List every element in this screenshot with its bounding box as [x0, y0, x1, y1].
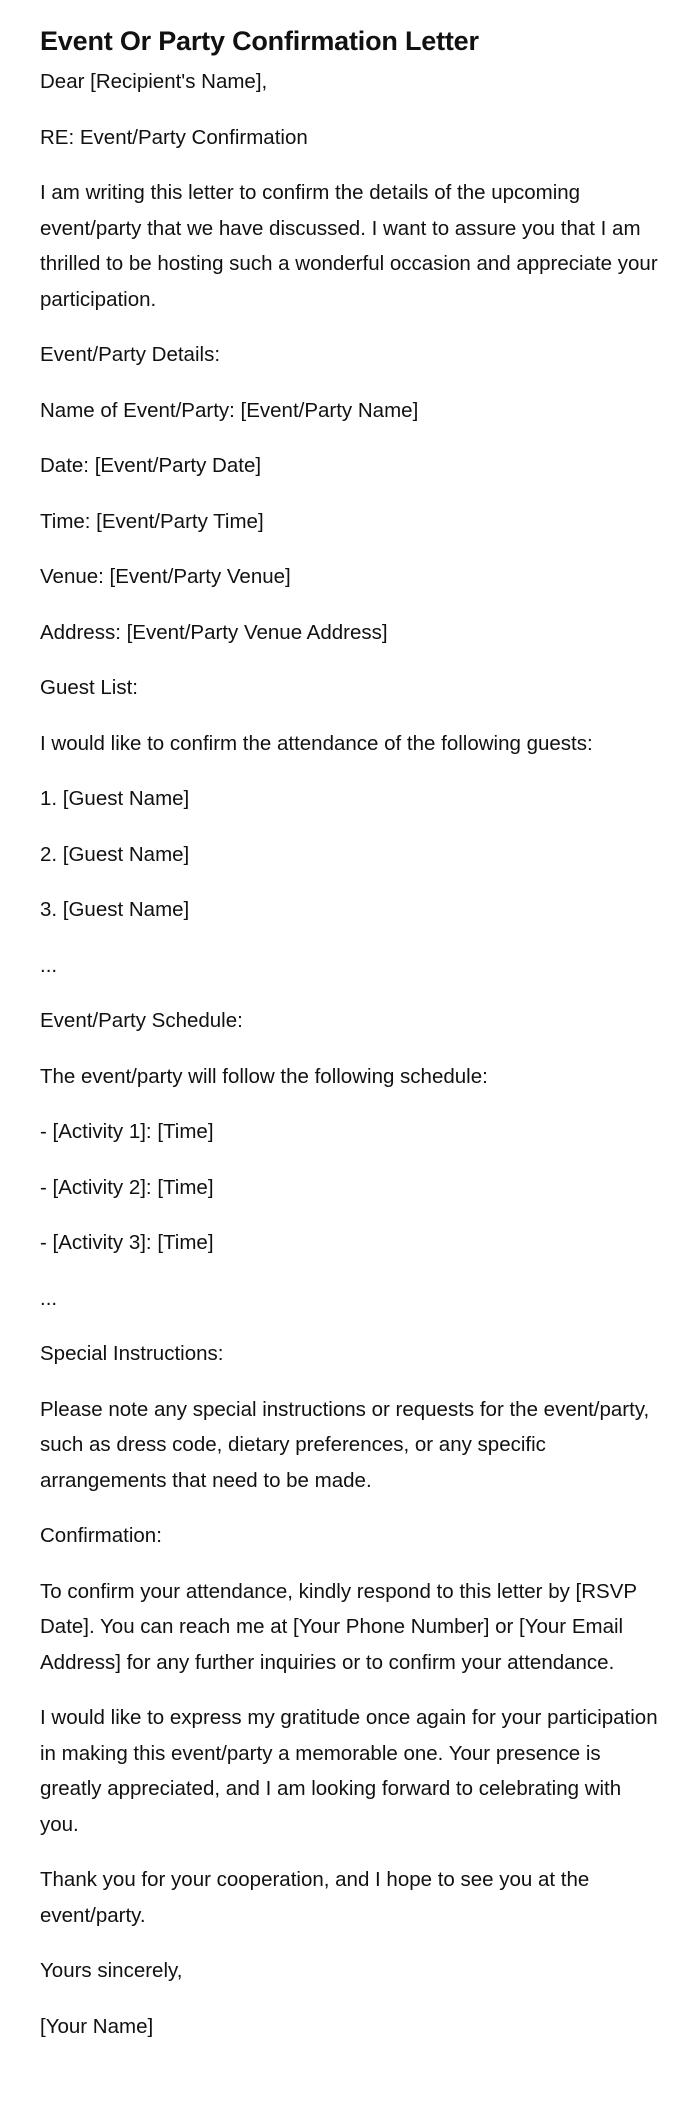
signature: [Your Name] [40, 2014, 154, 2038]
special-instructions-heading: Special Instructions: [40, 1342, 224, 1365]
schedule-item-1: - [Activity 1]: [Time] [40, 1120, 214, 1143]
salutation: Dear [Recipient's Name], [40, 70, 268, 93]
confirmation-heading: Confirmation: [40, 1524, 162, 1547]
closing: Yours sincerely, [40, 1959, 183, 1982]
guest-item-1: 1. [Guest Name] [40, 787, 190, 810]
details-heading: Event/Party Details: [40, 343, 221, 366]
document-title: Event Or Party Confirmation Letter [40, 26, 479, 56]
schedule-ellipsis: ... [40, 1286, 58, 1310]
detail-date: Date: [Event/Party Date] [40, 454, 262, 477]
schedule-item-2: - [Activity 2]: [Time] [40, 1175, 214, 1199]
gratitude-paragraph: I would like to express my gratitude once again for your participation in making this event/party a memorable one. Your presence is greatly appreciated, and I am looking forward to celebrating with you. [40, 1706, 658, 1836]
guest-item-3: 3. [Guest Name] [40, 898, 190, 921]
detail-venue: Venue: [Event/Party Venue] [40, 565, 291, 588]
confirmation-body: To confirm your attendance, kindly respond to this letter by [RSVP Date]. You can reach me at [Your Phone Number] or [Your Email Address] for any further inquiries or to confirm your attendance. [40, 1579, 637, 1674]
subject-line: RE: Event/Party Confirmation [40, 125, 308, 149]
guest-item-2: 2. [Guest Name] [40, 842, 190, 866]
schedule-heading: Event/Party Schedule: [40, 1009, 243, 1032]
detail-name: Name of Event/Party: [Event/Party Name] [40, 398, 419, 422]
intro-paragraph: I am writing this letter to confirm the details of the upcoming event/party that we have discussed. I want to assure you that I am thrilled to be hosting such a wonderful occasion and appreciate your participation. [40, 181, 658, 311]
schedule-intro: The event/party will follow the following schedule: [40, 1064, 488, 1088]
thanks-paragraph: Thank you for your cooperation, and I hope to see you at the event/party. [40, 1868, 590, 1927]
detail-address: Address: [Event/Party Venue Address] [40, 620, 388, 644]
guest-list-intro: I would like to confirm the attendance of the following guests: [40, 731, 593, 755]
detail-time: Time: [Event/Party Time] [40, 509, 264, 533]
guest-list-heading: Guest List: [40, 676, 138, 699]
special-instructions-body: Please note any special instructions or requests for the event/party, such as dress code, dietary preferences, or any specific arrangements that need to be made. [40, 1397, 650, 1492]
guest-ellipsis: ... [40, 953, 58, 977]
schedule-item-3: - [Activity 3]: [Time] [40, 1231, 214, 1254]
